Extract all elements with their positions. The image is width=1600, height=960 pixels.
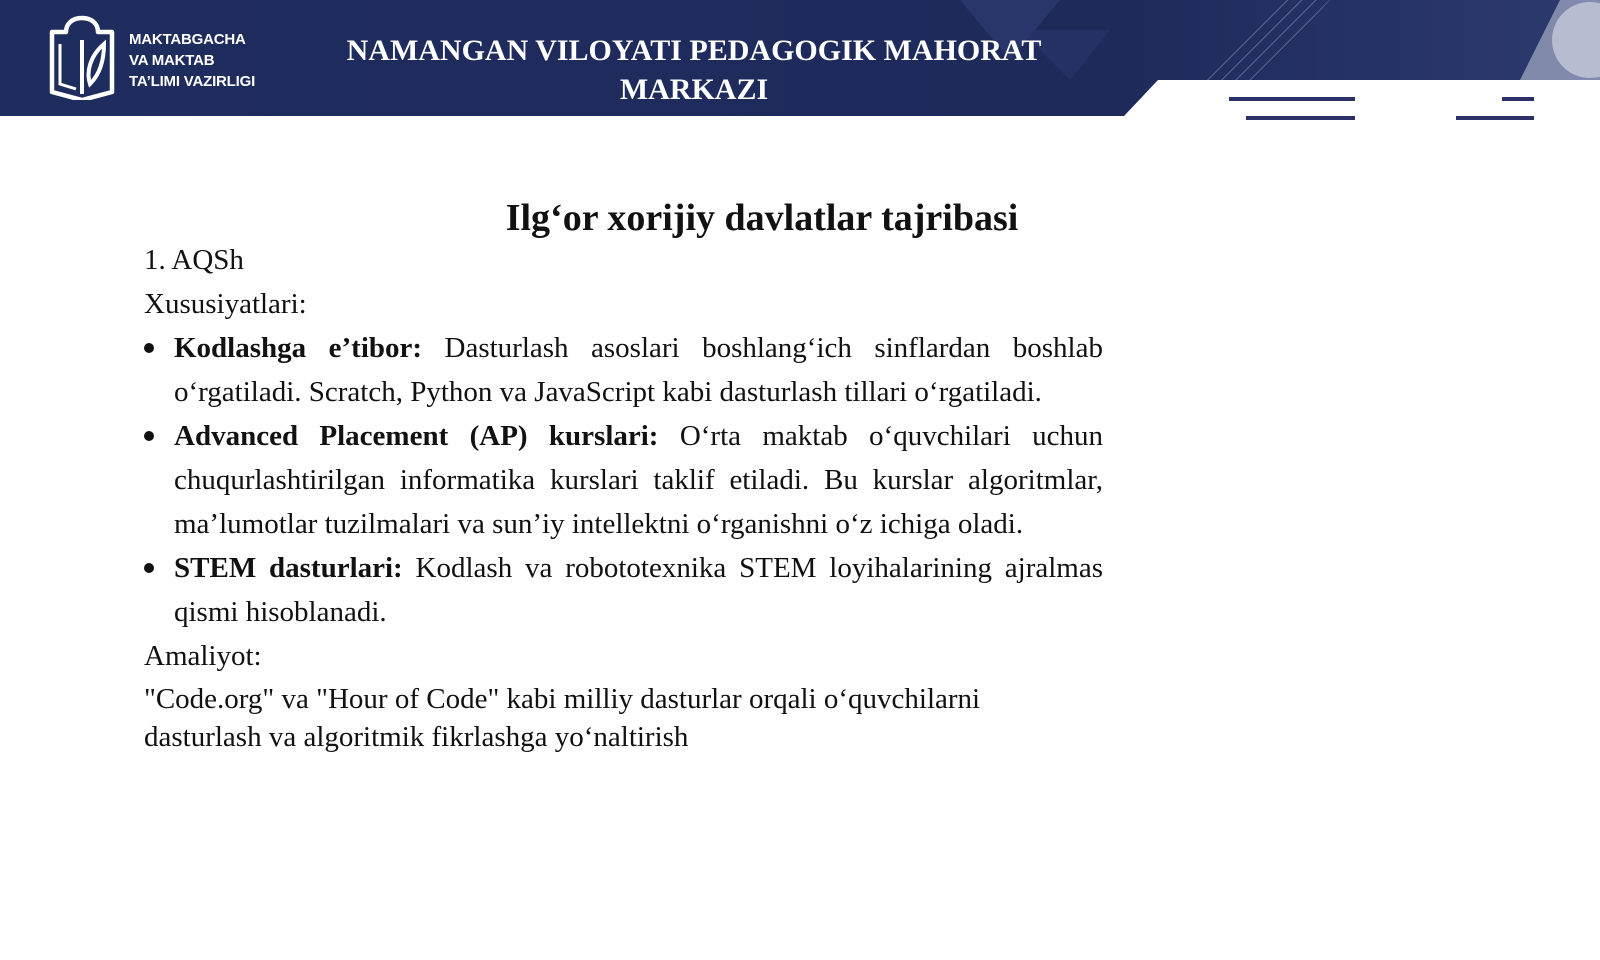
section-heading: 1. AQSh bbox=[144, 244, 244, 276]
practice-line: "Code.org" va "Hour of Code" kabi milliy dasturlar orqali o‘quvchilarni bbox=[144, 683, 981, 715]
decorative-line bbox=[1502, 97, 1534, 101]
ministry-logo-icon bbox=[46, 14, 118, 100]
bullet-icon bbox=[144, 563, 154, 573]
header-banner bbox=[0, 0, 1600, 116]
slide-title: Ilg‘or xorijiy davlatlar tajribasi bbox=[505, 197, 1019, 239]
practice-line: dasturlash va algoritmik fikrlashga yo‘naltirish bbox=[144, 721, 689, 753]
bullet-icon bbox=[144, 343, 154, 353]
decorative-line bbox=[1246, 116, 1355, 120]
feature-term: Advanced Placement (AP) kurslari: bbox=[174, 420, 659, 452]
decorative-line bbox=[1456, 116, 1534, 120]
practice-text bbox=[144, 680, 1103, 756]
center-title-line: NAMANGAN VILOYATI PEDAGOGIK MAHORAT bbox=[346, 34, 1042, 67]
list-item bbox=[144, 414, 1103, 546]
feature-text: O‘rta maktab o‘quvchilari uchun chuqurlashtirilgan informatika kurslari taklif etiladi. Bu kurslar algoritmlar, ma’lumotlar tuzilmalari va sun’iy intellektni o‘rganishni o‘z ichiga oladi. bbox=[174, 420, 1103, 540]
ministry-name bbox=[129, 29, 255, 92]
bullet-icon bbox=[144, 431, 154, 441]
ministry-name-line: MAKTABGACHA bbox=[129, 31, 246, 48]
ministry-name-line: VA MAKTAB bbox=[129, 52, 215, 69]
center-title bbox=[312, 31, 1076, 109]
feature-term: STEM dasturlari: bbox=[174, 552, 403, 584]
ministry-name-line: TA’LIMI VAZIRLIGI bbox=[129, 73, 256, 90]
slide-body bbox=[144, 238, 1103, 756]
practice-label: Amaliyot: bbox=[144, 640, 262, 672]
feature-text: Kodlash va robototexnika STEM loyihalarining ajralmas qismi hisoblanadi. bbox=[174, 552, 1104, 628]
features-label: Xususiyatlari: bbox=[144, 288, 307, 320]
decorative-line bbox=[1229, 97, 1355, 101]
feature-term: Kodlashga e’tibor: bbox=[174, 332, 423, 364]
center-title-line: MARKAZI bbox=[619, 73, 769, 106]
features-list bbox=[144, 326, 1103, 634]
feature-text: Dasturlash asoslari boshlang‘ich sinflardan boshlab o‘rgatiladi. Scratch, Python va JavaScript kabi dasturlash tillari o‘rgatiladi. bbox=[174, 332, 1103, 408]
list-item bbox=[144, 326, 1103, 414]
list-item bbox=[144, 546, 1103, 634]
